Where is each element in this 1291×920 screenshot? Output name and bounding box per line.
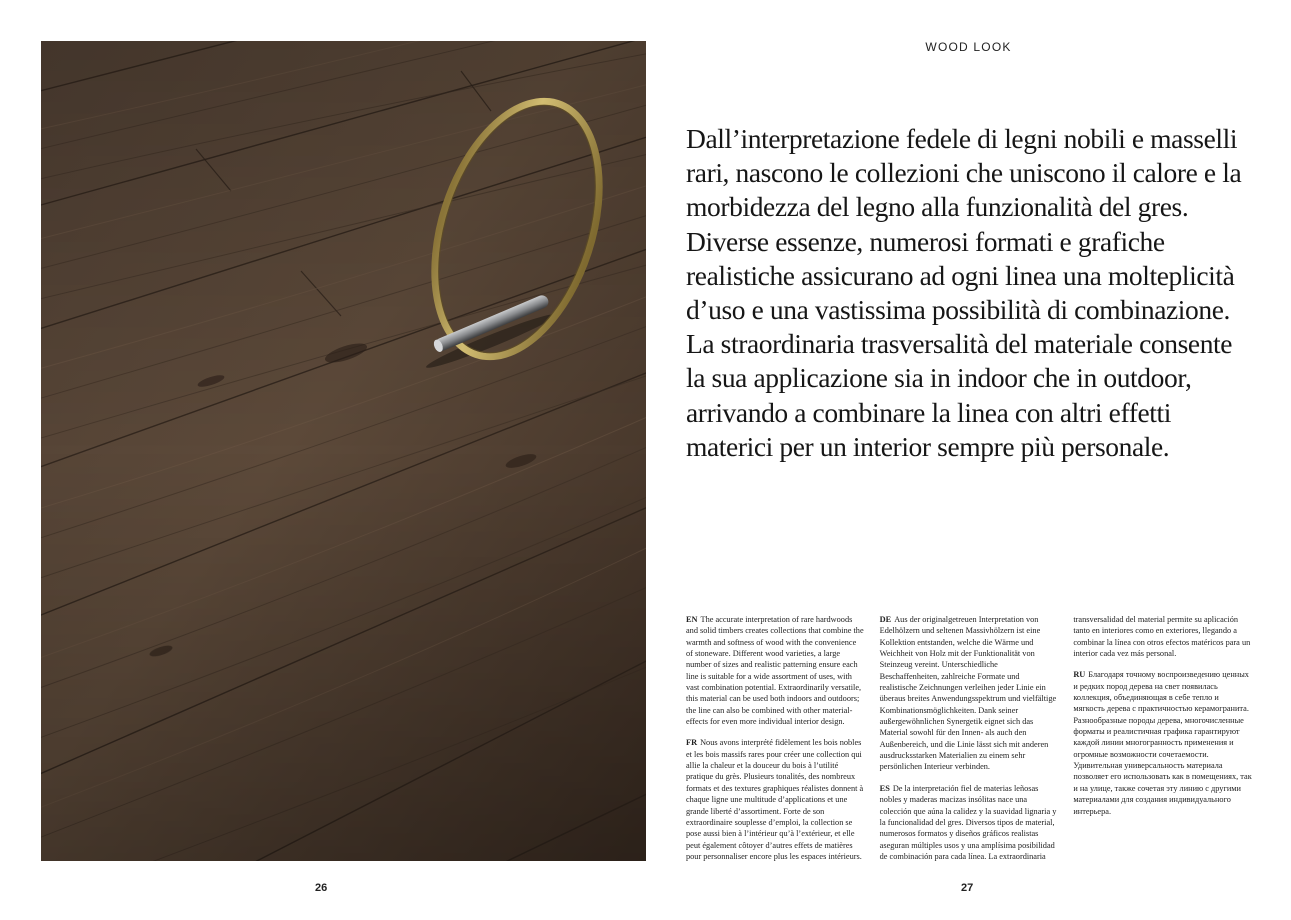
translations-columns [686,614,1252,866]
translation-de [880,614,1059,773]
page-number-right: 27 [961,882,974,894]
lang-code: ES [879,783,890,793]
lang-code: DE [879,615,892,624]
translation-text: De la interpretación fiel de materias leñosas nobles y maderas macizas insólitas nace una colección que aúna la calidez y la suavidad lignaria y la funcionalidad del gres. Diversos tipos de material, numerosos formatos y diseños gráficos realistas aseguran múltiples usos y una amplísima posibilidad de combinación para cada línea. La extraordinaria transversalidad del material permite su aplicación tanto en interiores como en exteriores, llegando a combinar la línea con otros efectos matéricos para un interior cada vez más personal. [879,615,1251,861]
lang-code: EN [686,615,698,624]
section-label: WOOD LOOK [925,40,1012,54]
translation-fr [686,737,865,862]
translation-text: Благодаря точному воспроизведению ценных и редких пород дерева на свет появилась коллекция, объединяющая в себе тепло и мягкость дерева с практичностью керамогранита. Разнообразные породы дерева, многочисленные форматы и реалистичная графика гарантируют каждой линии многогранность применения и огромные возможности сочетаемости. Удивительная универсальность материала позволяет его использовать как в помещениях, так и на улице, также сочетая эту линию с другими материалами для создания индивидуального интерьера. [1073,670,1252,816]
wood-floor-illustration [41,41,646,861]
lang-code: FR [686,738,698,748]
translation-text: Nous avons interprété fidèlement les bois nobles et les bois massifs rares pour créer une collection qui allie la chaleur et la douceur du bois à l’utilité pratique du grès. Plusieurs tonalités, des nombreux formats et des textures graphiques réalistes donnent à chaque ligne une multitude d’applications et une grande liberté d’assortiment. Forte de son extraordinaire souplesse d’emploi, la collection se pose aussi bien à l’intérieur qu’à l’extérieur, et elle peut également côtoyer d’autres effets de matières pour personnaliser encore plus les espaces intérieurs. [686,738,864,861]
page-number-left: 26 [315,882,328,894]
lang-code: RU [1073,670,1086,680]
translation-ru [1073,669,1252,816]
lead-paragraph: Dall’interpretazione fedele di legni nobili e masselli rari, nascono le collezioni che uniscono il calore e la morbidezza del legno alla funzionalità del gres. Diverse essenze, numerosi formati e grafiche realistiche assicurano ad ogni linea una molteplicità d’uso e una vastissima possibilità di combinazione. La straordinaria trasversalità del materiale consente la sua applicazione sia in indoor che in outdoor, arrivando a combinare la linea con altri effetti materici per un interior sempre più personale. [686,123,1242,462]
translation-text: The accurate interpretation of rare hardwoods and solid timbers creates collections that combine the warmth and softness of wood with the convenience of stoneware. Different wood varieties, a large number of sizes and realistic patterning ensure each line is suitable for a wide assortment of uses, with vast combination potential. Extraordinarily versatile, this material can be used both indoors and outdoors; the line can also be combined with other material-effects for even more individual interior design. [686,615,864,727]
translation-en [686,614,865,727]
translation-text: Aus der originalgetreuen Interpretation von Edelhölzern und seltenen Massivhölzern ist eine Kollektion entstanden, welche die Wärme und Weichheit von Holz mit der Funktionalität von Steinzeug vereint. Unterschiedliche Beschaffenheiten, zahlreiche Formate und realistische Zeichnungen verleihen jeder Linie ein überaus breites Anwendungsspektrum und vielfältige Kombinationsmöglichkeiten. Dank seiner außergewöhnlichen Synergetik eignet sich das Material sowohl für den Innen- als auch den Außenbereich, und die Linie lässt sich mit anderen ausdrucksstarken Materialien zu einem sehr persönlichen Interieur verbinden. [879,615,1057,772]
wood-floor-photo [41,41,646,861]
